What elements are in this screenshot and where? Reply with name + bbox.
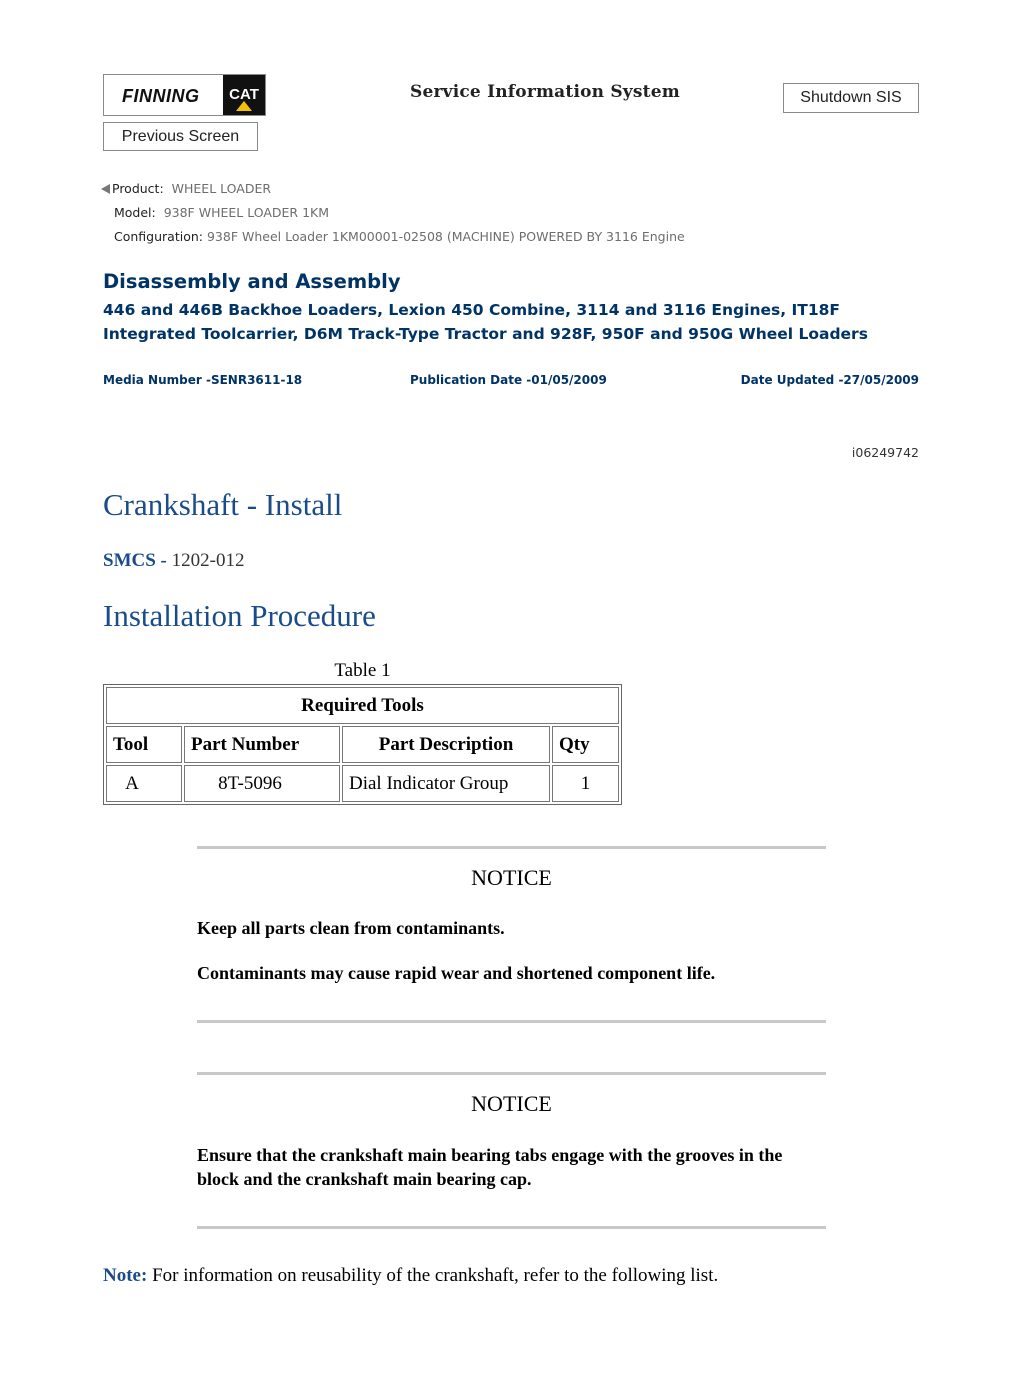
notice-heading: NOTICE (471, 865, 552, 890)
smcs-code-line (103, 550, 244, 572)
column-header-tool: Tool (106, 726, 182, 763)
app-title: Service Information System (410, 82, 680, 102)
back-arrow-icon[interactable] (101, 184, 110, 194)
cell-qty: 1 (552, 765, 619, 802)
notice-text: Ensure that the crankshaft main bearing tabs engage with the grooves in the block and the crankshaft main bearing cap. (197, 1145, 783, 1189)
note-text: For information on reusability of the crankshaft, refer to the following list. (152, 1265, 719, 1286)
finning-logo-text: FINNING (122, 86, 200, 106)
notice-divider (197, 846, 826, 849)
table-header-row (106, 726, 619, 763)
cat-logo (223, 75, 265, 115)
cell-tool: A (106, 765, 182, 802)
model-label: Model: (114, 205, 156, 220)
configuration-line (114, 229, 685, 244)
note-paragraph (103, 1265, 718, 1287)
model-value: 938F WHEEL LOADER 1KM (163, 205, 330, 220)
notice-heading: NOTICE (471, 1091, 552, 1116)
publication-date: Publication Date -01/05/2009 (410, 373, 607, 387)
notice-divider (197, 1020, 826, 1023)
column-header-qty: Qty (552, 726, 619, 763)
cat-logo-text: CAT (229, 86, 259, 103)
cell-part-number: 8T-5096 (184, 765, 340, 802)
table-title: Required Tools (106, 687, 619, 724)
table-caption: Table 1 (334, 660, 391, 681)
smcs-code: 1202-012 (171, 550, 245, 571)
cell-part-description: Dial Indicator Group (342, 765, 550, 802)
publication-subtitle: 446 and 446B Backhoe Loaders, Lexion 450 Combine, 3114 and 3116 Engines, IT18F Integrated Toolcarrier, D6M Track-Type Tractor and 928F, 950F and 950G Wheel Loaders (103, 301, 868, 343)
date-updated: Date Updated -27/05/2009 (740, 373, 919, 387)
note-label: Note: (103, 1265, 148, 1286)
configuration-label: Configuration: (114, 229, 203, 244)
publication-title: Disassembly and Assembly (103, 270, 401, 293)
finning-cat-logo (103, 74, 266, 116)
model-line (114, 205, 329, 220)
table-title-row (106, 687, 619, 724)
notice-divider (197, 1072, 826, 1075)
previous-screen-button[interactable]: Previous Screen (103, 122, 258, 151)
column-header-part-description: Part Description (342, 726, 550, 763)
table-row (106, 765, 619, 802)
smcs-label: SMCS - (103, 550, 167, 571)
cat-triangle-icon (236, 101, 252, 111)
media-number: Media Number -SENR3611-18 (103, 373, 303, 387)
page-title: Crankshaft - Install (103, 487, 343, 522)
document-id: i06249742 (851, 445, 919, 460)
required-tools-table (103, 684, 622, 805)
configuration-value: 938F Wheel Loader 1KM00001-02508 (MACHINE) POWERED BY 3116 Engine (206, 229, 685, 244)
procedure-title: Installation Procedure (103, 598, 376, 633)
notice-divider (197, 1226, 826, 1229)
product-label: Product: (112, 181, 164, 196)
notice-text: Contaminants may cause rapid wear and shortened component life. (197, 963, 716, 983)
product-value: WHEEL LOADER (171, 181, 272, 196)
shutdown-sis-button[interactable]: Shutdown SIS (783, 83, 919, 113)
column-header-part-number: Part Number (184, 726, 340, 763)
notice-text: Keep all parts clean from contaminants. (197, 918, 505, 938)
product-line (112, 181, 271, 196)
